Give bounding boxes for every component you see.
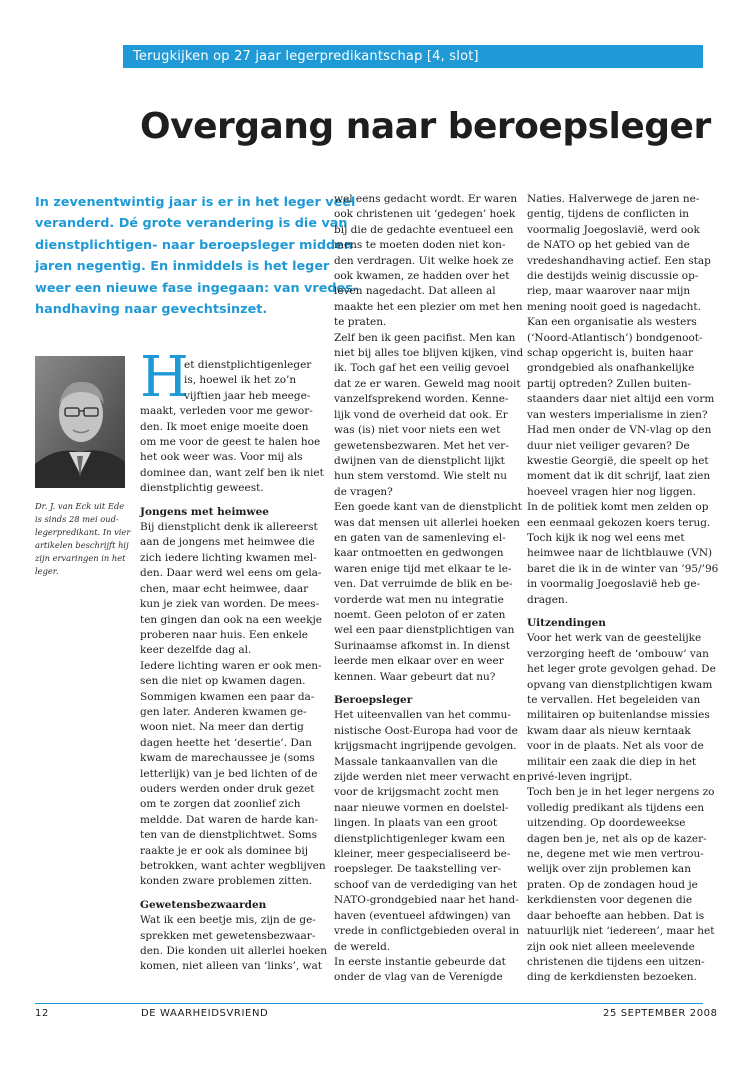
author-photo <box>35 356 125 488</box>
text-line: ten van de dienstplichtwet. Soms <box>140 829 318 842</box>
text-line: Kan een organisatie als westers <box>527 316 697 329</box>
text-line: (‘Noord-Atlantisch’) bondgenoot- <box>527 331 703 344</box>
text-line: dat ze er waren. Geweld mag nooit <box>334 377 521 390</box>
text-line: ik. Toch gaf het een veilig gevoel <box>334 362 510 375</box>
text-line: mening nooit goed is nagedacht. <box>527 300 701 313</box>
lead-line: handhaving naar gevechtsinzet. <box>35 302 268 318</box>
author-portrait-icon <box>35 356 125 488</box>
text-line: vrede in conflictgebieden overal in <box>334 925 520 938</box>
text-line: volledig predikant als tijdens een <box>527 801 705 814</box>
text-line: kaar ontmoetten en gedwongen <box>334 547 504 560</box>
text-line: militairen op buitenlandse missies <box>527 709 710 722</box>
lead-line: In zevenentwintig jaar is er in het leger veel <box>35 195 356 210</box>
text-line: kwam de marechaussee je (soms <box>140 752 315 765</box>
text-line: lijk vond de overheid dat ook. Er <box>334 408 508 421</box>
text-line: in voormalig Joegoslavië heb ge- <box>527 578 701 591</box>
subheading: Beroepsleger <box>334 694 413 706</box>
text-line: militair een zaak die diep in het <box>527 755 697 768</box>
text-line: de NATO op het gebied van de <box>527 239 690 252</box>
text-line: onder de vlag van de Verenigde <box>334 971 503 984</box>
column-1 <box>140 358 327 975</box>
footer-rule <box>35 1003 703 1004</box>
text-line: is, hoewel ik het zo’n <box>184 374 297 387</box>
text-line: partij optreden? Zullen buiten- <box>527 377 692 390</box>
text-line: ook kwamen, ze hadden over het <box>334 270 510 283</box>
text-line: niet bij alles toe blijven kijken, vind <box>334 347 524 360</box>
text-line: leven nagedacht. Dat alleen al <box>334 285 496 298</box>
text-line: mens te moeten doden niet kon- <box>334 239 506 252</box>
photo-caption <box>35 500 135 578</box>
text-line: gen later. Anderen kwamen ge- <box>140 705 307 718</box>
text-line: het ook weer was. Voor mij als <box>140 451 303 464</box>
text-line: vorderde wat men nu integratie <box>334 593 504 606</box>
text-line: ven. Dat verruimde de blik en be- <box>334 578 513 591</box>
lead-line: veranderd. Dé grote verandering is die van <box>35 216 348 232</box>
text-line: het leger grote gevolgen gehad. De <box>527 663 716 676</box>
caption-line: leger. <box>35 566 59 576</box>
text-line: natuurlijk niet ‘iedereen’, maar het <box>527 925 715 938</box>
text-line: Toch ben je in het leger nergens zo <box>527 786 715 799</box>
lead-line: dienstplichtigen- naar beroepsleger midden <box>35 237 353 253</box>
text-line: wel een paar dienstplichtigen van <box>334 624 515 637</box>
text-line: den. Ik moet enige moeite doen <box>140 420 309 433</box>
lead-paragraph <box>35 192 359 320</box>
text-line: ten gingen dan ook na een weekje <box>140 613 322 626</box>
text-line: letterlijk) van je bed lichten of de <box>140 767 318 780</box>
text-line: Het uiteenvallen van het commu- <box>334 709 511 722</box>
text-line: kun je ziek van worden. De mees- <box>140 598 320 611</box>
text-line: kennen. Waar gebeurt dat nu? <box>334 670 496 683</box>
lead-line: weer een nieuwe fase ingegaan: van vredes- <box>35 280 359 296</box>
text-line: et dienstplichtigenleger <box>184 359 312 371</box>
text-line: baret die ik in de winter van ’95/’96 <box>527 562 719 575</box>
text-line: wel eens gedacht wordt. Er waren <box>334 193 518 205</box>
text-line: zich iedere lichting kwamen mel- <box>140 551 317 564</box>
text-line: nistische Oost-Europa had voor de <box>334 724 518 737</box>
text-line: lingen. In plaats van een groot <box>334 817 498 830</box>
text-line: te praten. <box>334 316 387 329</box>
text-line: roepsleger. De taakstelling ver- <box>334 863 502 876</box>
text-line: ne, degene met wie men vertrou- <box>527 848 704 861</box>
text-line: dagen heette het ‘desertie’. Dan <box>140 736 312 749</box>
text-line: Wat ik een beetje mis, zijn de ge- <box>140 914 316 927</box>
text-line: komen, niet alleen van ‘links’, wat <box>140 960 323 973</box>
text-line: verzorging heeft de ‘ombouw’ van <box>527 647 709 660</box>
text-line: NATO-grondgebied naar het hand- <box>334 894 519 907</box>
text-line: Massale tankaanvallen van die <box>334 755 498 768</box>
article-headline: Overgang naar beroepsleger <box>140 106 711 147</box>
text-line: heimwee naar de lichtblauwe (VN) <box>527 547 713 560</box>
issue-date: 25 SEPTEMBER 2008 <box>603 1008 718 1019</box>
text-line: Had men onder de VN-vlag op den <box>527 424 712 437</box>
subheading: Gewetensbezwaarden <box>140 898 267 911</box>
text-line: de wereld. <box>334 940 391 953</box>
page-number: 12 <box>35 1008 49 1019</box>
text-line: chen, maar echt heimwee, daar <box>140 582 309 595</box>
text-line: ouders werden onder druk gezet <box>140 782 315 795</box>
text-line: daar behoefte aan hebben. Dat is <box>527 909 705 922</box>
text-line: Toch kijk ik nog wel eens met <box>527 531 685 544</box>
text-line: kleiner, meer gespecialiseerd be- <box>334 848 511 861</box>
text-line: konden zware problemen zitten. <box>140 875 313 888</box>
lead-line: jaren negentig. En inmiddels is het leger <box>35 259 330 275</box>
text-line: In de politiek komt men zelden op <box>527 501 709 514</box>
caption-line: artikelen beschrijft hij <box>35 540 129 550</box>
text-line: zijde werden niet meer verwacht en <box>334 771 526 784</box>
text-line: maakte het een plezier om met hen <box>334 300 523 313</box>
text-line: vijftien jaar heb meege- <box>184 389 311 402</box>
text-line: duur niet veiliger gevaren? De <box>527 439 690 452</box>
text-line: ook christenen uit ‘gedegen’ hoek <box>334 208 516 221</box>
text-line: noemt. Geen peloton of er zaten <box>334 608 506 621</box>
text-line: te vervallen. Het begeleiden van <box>527 694 701 706</box>
text-line: betrokken, want achter wegblijven <box>140 860 326 872</box>
text-line: die destijds weinig discussie op- <box>527 270 699 283</box>
text-line: voor de krijgsmacht zocht men <box>334 786 499 799</box>
text-line: vanzelfsprekend worden. Kenne- <box>334 393 509 406</box>
text-line: voor in de plaats. Net als voor de <box>527 740 704 753</box>
text-line: ding de kerkdiensten bezoeken. <box>527 971 697 984</box>
text-line: een eenmaal gekozen koers terug. <box>527 516 711 529</box>
text-line: van westers imperialisme in zien? <box>527 408 708 421</box>
text-line: Een goede kant van de dienstplicht <box>334 501 522 514</box>
column-3 <box>527 192 719 986</box>
text-line: dominee dan, want zelf ben ik niet <box>140 466 324 479</box>
text-line: dragen. <box>527 593 569 606</box>
text-line: uitzending. Op doordeweekse <box>527 817 686 830</box>
text-line: sen die niet op kwamen dagen. <box>140 675 306 688</box>
text-line: riep, maar waarover naar mijn <box>527 285 691 298</box>
text-line: staanders daar niet altijd een vorm <box>527 393 715 406</box>
text-line: de vragen? <box>334 485 393 498</box>
text-line: Naties. Halverwege de jaren ne- <box>527 193 700 205</box>
text-line: meldde. Dat waren de harde kan- <box>140 813 319 826</box>
text-line: gewetensbezwaren. Met het ver- <box>334 439 509 452</box>
text-line: woon niet. Na meer dan dertig <box>140 721 304 734</box>
caption-line: legerpredikant. In vier <box>35 527 131 537</box>
text-line: In eerste instantie gebeurde dat <box>334 955 506 968</box>
text-line: moment dat ik dit schrijf, laat zien <box>527 470 711 483</box>
text-line: en gaten van de samenleving el- <box>334 531 506 544</box>
caption-line: Dr. J. van Eck uit Ede <box>35 501 125 511</box>
text-line: haven (eventueel afdwingen) van <box>334 909 511 922</box>
text-line: om me voor de geest te halen hoe <box>140 436 321 449</box>
text-line: schap opgericht is, buiten haar <box>527 347 694 360</box>
text-line: proberen naar huis. Een enkele <box>140 628 309 641</box>
publication-name: DE WAARHEIDSVRIEND <box>141 1008 269 1019</box>
text-line: raakte je er ook als dominee bij <box>140 844 308 857</box>
text-line: dwijnen van de dienstplicht lijkt <box>334 454 505 467</box>
text-line: voormalig Joegoslavië, werd ook <box>527 223 700 236</box>
text-line: om te zorgen dat zoonlief zich <box>140 798 301 811</box>
text-line: opvang van dienstplichtigen kwam <box>527 678 713 691</box>
text-line: Surinaamse afkomst in. In dienst <box>334 639 510 652</box>
text-line: kwestie Georgië, die speelt op het <box>527 454 709 467</box>
text-line: welijk over zijn problemen kan <box>527 863 691 876</box>
subheading: Uitzendingen <box>527 616 606 629</box>
text-line: vredeshandhaving actief. Een stap <box>527 254 711 267</box>
text-line: Voor het werk van de geestelijke <box>527 632 702 645</box>
text-line: Zelf ben ik geen pacifist. Men kan <box>334 331 516 344</box>
text-line: krijgsmacht ingrijpende gevolgen. <box>334 740 517 753</box>
series-banner <box>123 45 703 68</box>
text-line: den verdragen. Uit welke hoek ze <box>334 254 514 267</box>
text-line: Iedere lichting waren er ook men- <box>140 659 322 672</box>
text-line: gentig, tijdens de conflicten in <box>527 208 690 221</box>
text-line: waren enige tijd met elkaar te le- <box>334 562 512 575</box>
text-line: hun stem verstomd. Wie stelt nu <box>334 470 507 483</box>
text-line: dienstplichtig geweest. <box>140 482 264 495</box>
text-line: hoeveel vragen hier nog liggen. <box>527 485 696 498</box>
text-line: dagen ben je, net als op de kazer- <box>527 832 707 845</box>
text-line: was dat mensen uit allerlei hoeken <box>334 516 520 529</box>
text-line: dienstplichtigenleger kwam een <box>334 832 505 845</box>
text-line: schoof van de verdediging van het <box>334 878 518 891</box>
text-line: Sommigen kwamen een paar da- <box>140 690 315 703</box>
text-line: privé-leven ingrijpt. <box>527 771 633 784</box>
text-line: maakt, verleden voor me gewor- <box>140 405 313 418</box>
subheading: Jongens met heimwee <box>140 505 269 518</box>
text-line: keer dezelfde dag al. <box>140 644 252 657</box>
text-line: grondgebied als onafhankelijke <box>527 362 695 375</box>
drop-cap: H <box>140 345 189 410</box>
caption-line: zijn ervaringen in het <box>35 553 126 563</box>
caption-line: is sinds 28 mei oud- <box>35 514 119 524</box>
text-line: praten. Op de zondagen houd je <box>527 878 698 891</box>
text-line: Bij dienstplicht denk ik allereerst <box>140 521 318 534</box>
text-line: den. Die konden uit allerlei hoeken <box>140 945 327 958</box>
text-line: christenen die tijdens een uitzen- <box>527 955 705 968</box>
text-line: bij die de gedachte eventueel een <box>334 223 514 236</box>
text-line: was (is) niet voor niets een wet <box>334 424 501 437</box>
text-line: aan de jongens met heimwee die <box>140 536 315 549</box>
text-line: leerde men elkaar over en weer <box>334 655 504 668</box>
text-line: sprekken met gewetensbezwaar- <box>140 929 316 942</box>
series-title: Terugkijken op 27 jaar legerpredikantschap [4, slot] <box>133 49 479 64</box>
text-line: zijn ook niet alleen meelevende <box>527 940 695 953</box>
column-2 <box>334 192 526 986</box>
text-line: kerkdiensten voor degenen die <box>527 894 693 907</box>
text-line: naar nieuwe vormen en doelstel- <box>334 801 509 814</box>
text-line: den. Daar werd wel eens om gela- <box>140 567 322 580</box>
text-line: kwam daar als nieuw kerntaak <box>527 724 691 737</box>
